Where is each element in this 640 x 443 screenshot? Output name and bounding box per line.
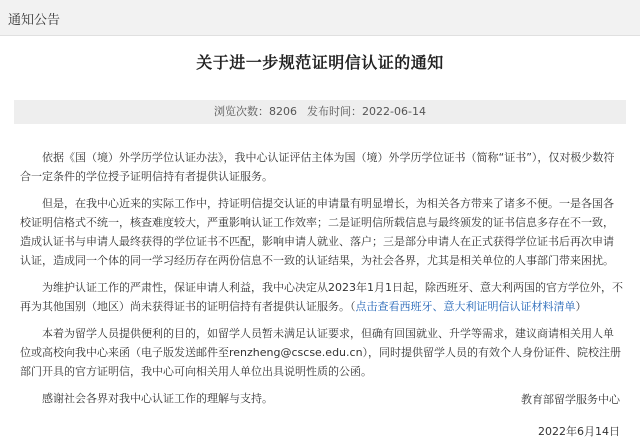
paragraph-3-text: 为维护认证工作的严肃性，保证申请人利益，我中心决定从2023年1月1日起，除西班牙、意大利两国的官方学位外，不再为其他国别（地区）尚未获得证书的证明信持有者提供认证服务。 (20, 281, 623, 313)
signature-date: 2022年6月14日 (538, 425, 620, 438)
publish-date: 2022-06-14 (362, 105, 426, 118)
materials-list-link[interactable]: 点击查看西班牙、意大利证明信认证材料清单 (355, 300, 576, 313)
paragraph-5: 感谢社会各界对我中心认证工作的理解与支持。 (42, 392, 273, 405)
article-meta (14, 100, 626, 124)
page-title: 关于进一步规范证明信认证的通知 (196, 53, 444, 72)
link-paren-open: （ (350, 300, 356, 313)
views-label: 浏览次数： (214, 105, 270, 118)
section-title: 通知公告 (8, 13, 61, 28)
link-paren-close: ） (575, 300, 587, 313)
publish-label: 发布时间： (307, 105, 363, 118)
signature-org: 教育部留学服务中心 (521, 393, 620, 406)
paragraph-4: 本着为留学人员提供便利的目的，如留学人员暂未满足认证要求，但确有回国就业、升学等需求，建议商请相关用人单位或高校向我中心来函（电子版发送邮件至renzheng@cscse.edu.cn），同时提供留学人员的有效个人身份证件、院校注册部门开具的官方证明信，我中心可向相关用人单位出具说明性质的公函。 (20, 327, 622, 378)
section-header (0, 0, 640, 36)
views-count: 8206 (269, 105, 298, 118)
paragraph-2: 但是，在我中心近来的实际工作中，持证明信提交认证的申请量有明显增长，为相关各方带来了诸多不便。一是各国各校证明信格式不统一，核查难度较大，严重影响认证工作效率；二是证明信所载信息与最终颁发的证书信息多存在不一致，造成认证书与申请人最终获得的学位证书不匹配，影响申请人就业、落户；三是部分申请人在正式获得学位证书后再次申请认证，造成同一个体的同一学习经历存在两份信息不一致的认证结果，为社会各界，尤其是相关单位的人事部门带来困扰。 (20, 197, 614, 267)
paragraph-1: 依据《国（境）外学历学位认证办法》，我中心认证评估主体为国（境）外学历学位证书（简称“证书”），仅对极少数符合一定条件的学位授予证明信持有者提供认证服务。 (20, 151, 615, 183)
article-body (20, 148, 624, 416)
paragraph-3 (20, 278, 624, 316)
